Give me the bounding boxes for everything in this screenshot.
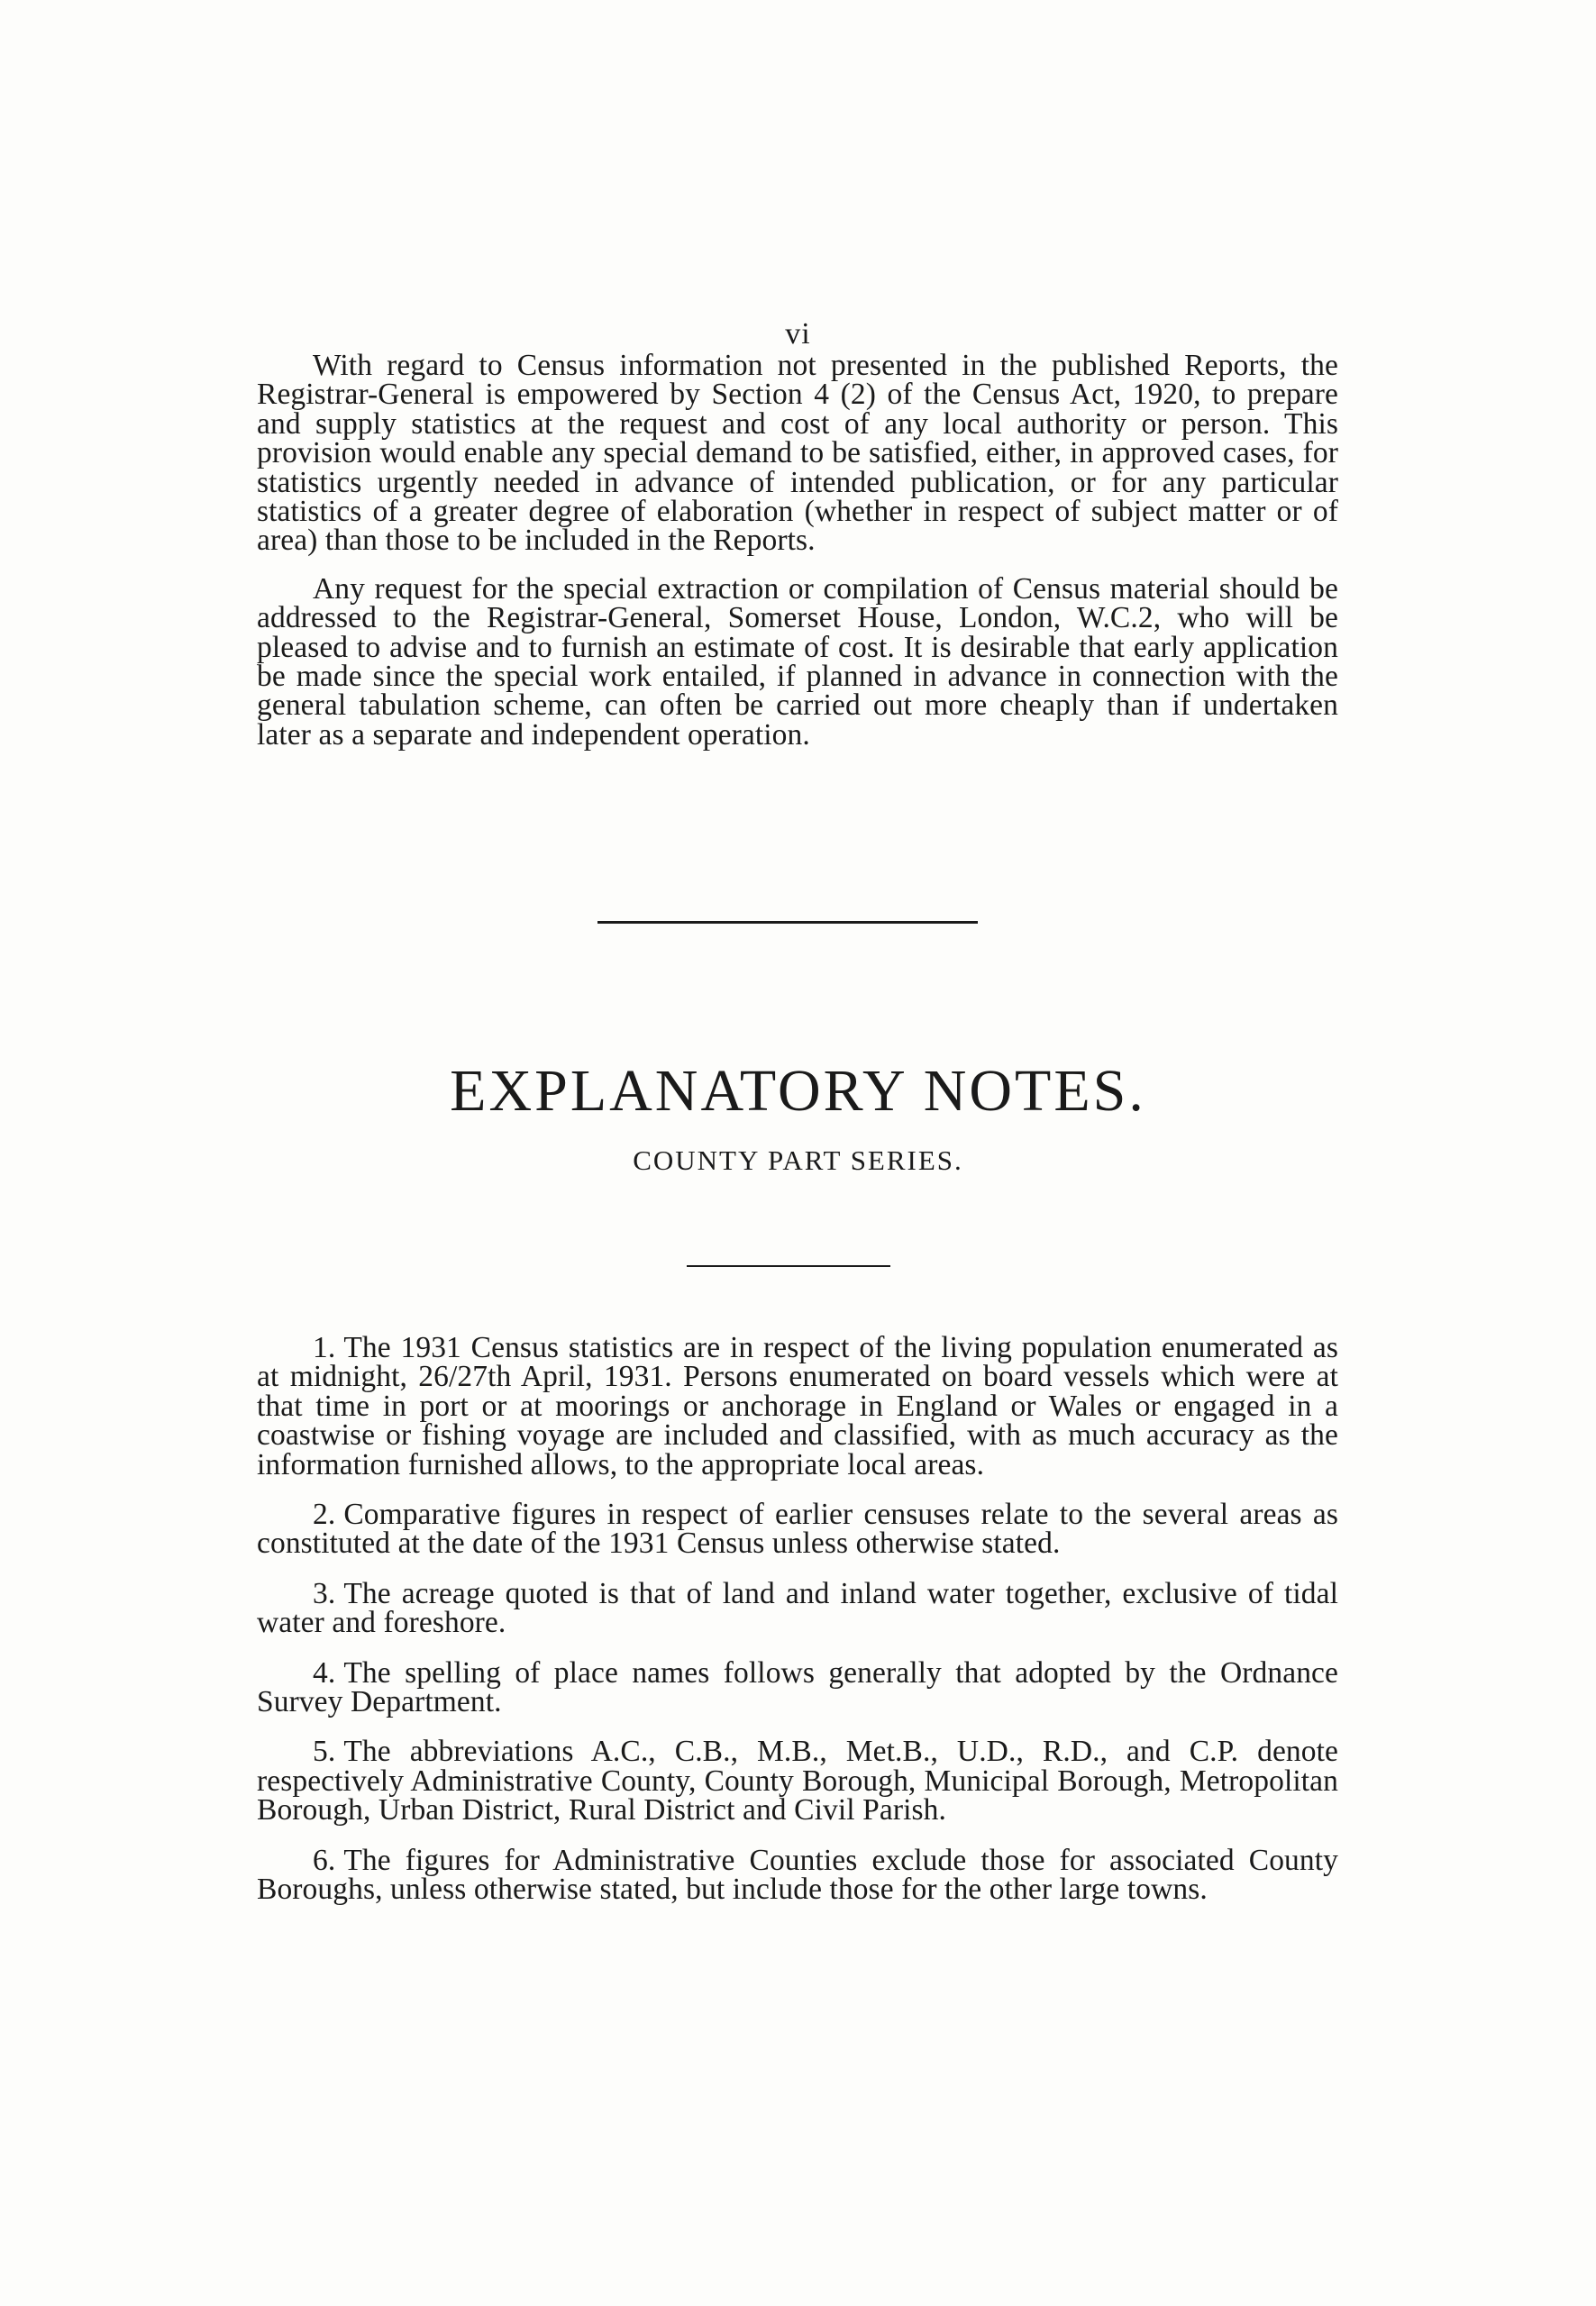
page-number: vi	[785, 317, 811, 351]
note-item	[257, 1655, 1338, 1719]
note-item	[257, 1843, 1338, 1907]
note-number: 2.	[313, 1498, 336, 1532]
note-item	[257, 1576, 1338, 1640]
intro-paragraph-special-request: Any request for the special extraction or compilation of Census material should be addressed to the Registrar-General, Somerset House, London, W.C.2, who will be pleased to advise and to furnish an estimate of cost. It is desirable that early application be made since the special work entailed, if planned in advance in connection with the general tabulation scheme, can often be carried out more cheaply than if undertaken later as a separate and independent operation.	[257, 571, 1338, 752]
note-number: 3.	[313, 1576, 336, 1610]
county-part-series-subheading: COUNTY PART SERIES.	[633, 1144, 963, 1176]
note-text: The 1931 Census statistics are in respect of the living population enumerated as at midnight, 26/27th April, 1931. Persons enumerated on board vessels which were at that time in port or at moorings or anchorage in England or Wales or engaged in a coastwise or fishing voyage are included and classified, with as much accuracy as the information furnished allows, to the appropriate local areas.	[257, 1331, 1338, 1481]
note-text: Comparative figures in respect of earlier censuses relate to the several areas as constituted at the date of the 1931 Census unless otherwise stated.	[257, 1498, 1338, 1561]
note-number: 4.	[313, 1655, 336, 1690]
note-number: 1.	[313, 1331, 336, 1364]
note-item	[257, 1500, 1338, 1559]
note-number: 6.	[313, 1843, 336, 1877]
explanatory-notes-list	[257, 1265, 1338, 1926]
intro-section	[257, 351, 1338, 769]
explanatory-notes-heading: EXPLANATORY NOTES.	[450, 1058, 1146, 1124]
note-text: The spelling of place names follows generally that adopted by the Ordnance Survey Department.	[257, 1655, 1338, 1719]
note-text: The acreage quoted is that of land and inland water together, exclusive of tidal water and foreshore.	[257, 1576, 1338, 1640]
note-number: 5.	[313, 1735, 336, 1769]
note-text: The abbreviations A.C., C.B., M.B., Met.B., U.D., R.D., and C.P. denote respectively Administrative County, County Borough, Municipal Borough, Metropolitan Borough, Urban District, Rural District and Civil Parish.	[257, 1735, 1338, 1827]
note-item	[257, 1331, 1338, 1481]
note-item	[257, 1737, 1338, 1825]
intro-paragraph-census-information: With regard to Census information not presented in the published Reports, the Registrar-General is empowered by Section 4 (2) of the Census Act, 1920, to prepare and supply statistics at the request and cost of any local authority or person. This provision would enable any special demand to be satisfied, either, in approved cases, for statistics urgently needed in advance of intended publication, or for any particular statistics of a greater degree of elaboration (whether in respect of subject matter or of area) than those to be included in the Reports.	[257, 349, 1338, 558]
section-divider-rule	[597, 921, 978, 924]
note-text: The figures for Administrative Counties exclude those for associated County Boroughs, unless otherwise stated, but include those for the other large towns.	[257, 1843, 1338, 1907]
